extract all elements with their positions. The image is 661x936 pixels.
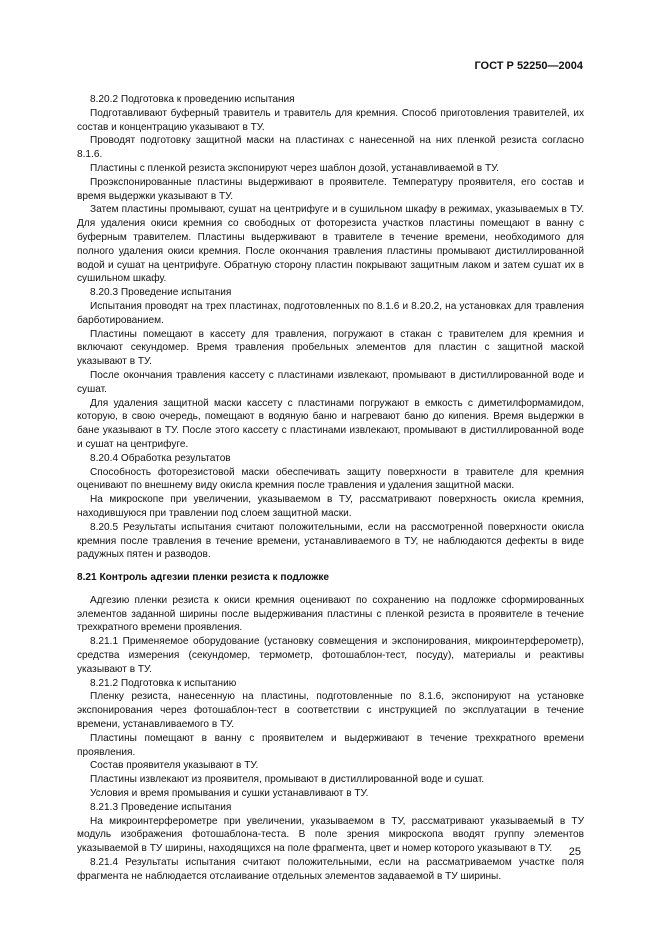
paragraph: Адгезию пленки резиста к окиси кремния оценивают по сохранению на подложке сформированных элементов заданной ширины после выдерживания пластины с пленкой резиста в проявителе в течение трехкратного времени проявления. <box>77 594 584 634</box>
page-number: 25 <box>568 846 581 858</box>
section-heading: 8.21 Контроль адгезии пленки резиста к подложке <box>77 572 330 584</box>
paragraph: Пластины помещают в ванну с проявителем и выдерживают в течение трехкратного времени проявления. <box>77 732 584 758</box>
paragraph: Пластины помещают в кассету для травления, погружают в стакан с травителем для кремния и включают секундомер. Время травления пробельных элементов для пластин с защитной маской указывают в ТУ. <box>77 328 584 368</box>
paragraph: Способность фоторезистовой маски обеспечивать защиту поверхности в травителе для кремния оценивают по внешнему виду окисла кремния после травления и удаления защитной маски. <box>77 466 584 492</box>
paragraph: Состав проявителя указывают в ТУ. <box>90 760 259 772</box>
paragraph: Условия и время промывания и сушки устанавливают в ТУ. <box>90 788 369 800</box>
paragraph: Затем пластины промывают, сушат на центрифуге и в сушильном шкафу в режимах, указываемых в ТУ. Для удаления окиси кремния со свободных от фоторезиста участков пластины помещают в ванну с буферным травителем. Пластины выдерживают в травителе в течение времени, необходимого для полного удаления окиси кремния. После окончания травления пластины промывают дистиллированной водой и сушат на центрифуге. Обратную сторону пластин покрывают защитным лаком и затем сушат их в сушильном шкафу. <box>77 204 584 285</box>
standard-code-header: ГОСТ Р 52250—2004 <box>474 60 583 72</box>
paragraph: Для удаления защитной маски кассету с пластинами погружают в емкость с диметилформамидом, которую, в свою очередь, помещают в водяную баню и нагревают баню до кипения. Время выдержки в бане указывают в ТУ. После этого кассету с пластинами извлекают, промывают в дистиллированной воде и сушат на центрифуге. <box>77 397 584 450</box>
paragraph: Подготавливают буферный травитель и травитель для кремния. Способ приготовления травителей, их состав и концентрацию указывают в ТУ. <box>77 107 584 133</box>
subsection-title: 8.20.2 Подготовка к проведению испытания <box>90 94 295 105</box>
paragraph: 8.21.4 Результаты испытания считают положительными, если на рассматриваемом участке поля фрагмента не наблюдается отслаивание отдельных элементов задаваемой в ТУ ширины. <box>77 857 584 882</box>
paragraph: После окончания травления кассету с пластинами извлекают, промывают в дистиллированной воде и сушат. <box>77 369 584 395</box>
subsection-title: 8.20.3 Проведение испытания <box>90 287 232 299</box>
paragraph: Испытания проводят на трех пластинах, подготовленных по 8.1.6 и 8.20.2, на установках для травления барботированием. <box>77 300 584 326</box>
paragraph: Пластины извлекают из проявителя, промывают в дистиллированной воде и сушат. <box>90 774 485 786</box>
paragraph: Проводят подготовку защитной маски на пластинах с нанесенной на них пленкой резиста согласно 8.1.6. <box>77 135 584 161</box>
paragraph: 8.21.1 Применяемое оборудование (установку совмещения и экспонирования, микроинтерферометр), средства измерения (секундомер, термометр, фотошаблон-тест, посуду), материалы и реактивы указывают в ТУ. <box>77 636 584 675</box>
paragraph: Пластины с пленкой резиста экспонируют через шаблон дозой, устанавливаемой в ТУ. <box>90 162 500 174</box>
subsection-title: 8.21.2 Подготовка к испытанию <box>90 677 237 689</box>
paragraph: Пленку резиста, нанесенную на пластины, подготовленные по 8.1.6, экспонируют на установке экспонирования через фотошаблон-тест в соответствии с инструкцией по эксплуатации в течение времени, устанавливаемого в ТУ. <box>77 691 584 731</box>
subsection-title: 8.20.4 Обработка результатов <box>90 452 231 464</box>
paragraph: На микроинтерферометре при увеличении, указываемом в ТУ, рассматривают указываемый в ТУ модуль изображения фотошаблона-теста. В поле зрения микроскопа вводят группу элементов указываемой в ТУ ширины, находящихся на поле фрагмента, цвет и номер которого указывают в ТУ. <box>77 815 584 855</box>
paragraph: Проэкспонированные пластины выдерживают в проявителе. Температуру проявителя, его состав и время выдержки указывают в ТУ. <box>77 176 584 202</box>
paragraph: На микроскопе при увеличении, указываемом в ТУ, рассматривают поверхность окисла кремния, находившуюся при травлении под слоем защитной маски. <box>77 494 584 519</box>
subsection-title: 8.21.3 Проведение испытания <box>90 801 232 813</box>
document-body <box>77 93 584 884</box>
paragraph: 8.20.5 Результаты испытания считают положительными, если на рассмотренной поверхности окисла кремния после травления в течение времени, устанавливаемого в ТУ, не наблюдаются дефекты в виде радужных пятен и разводов. <box>77 521 584 561</box>
